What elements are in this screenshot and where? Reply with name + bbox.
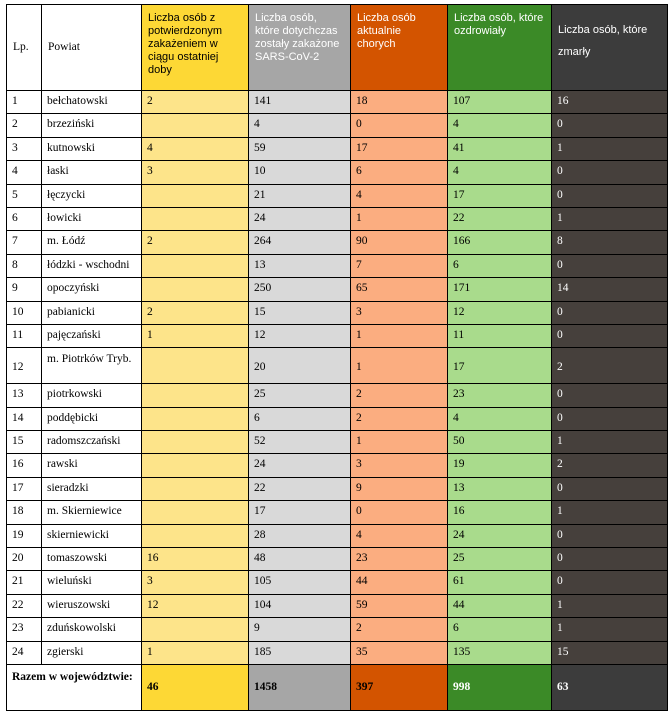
table-row [7,477,668,500]
cell-recovered: 107 [448,91,552,114]
header-row [7,5,668,91]
table-row [7,231,668,254]
cell-recovered: 13 [448,477,552,500]
cell-new-cases: 1 [142,324,249,347]
cell-powiat: piotrkowski [42,384,142,407]
cell-currently-sick: 2 [351,407,448,430]
table-row [7,524,668,547]
cell-new-cases [142,407,249,430]
cell-currently-sick: 35 [351,641,448,664]
header-deaths [552,5,668,91]
cell-deaths: 1 [552,137,668,160]
cell-recovered: 50 [448,431,552,454]
cell-new-cases [142,501,249,524]
cell-deaths: 1 [552,431,668,454]
cell-powiat: kutnowski [42,137,142,160]
cell-total-cases: 4 [249,114,351,137]
table-row [7,161,668,184]
cell-currently-sick: 2 [351,384,448,407]
cell-lp: 11 [7,324,42,347]
table-row [7,184,668,207]
cell-total-cases: 48 [249,548,351,571]
cell-total-cases: 141 [249,91,351,114]
cell-currently-sick: 0 [351,114,448,137]
cell-deaths: 1 [552,207,668,230]
header-currently-sick: Liczba osób aktualnie chorych [351,5,448,91]
cell-total-cases: 28 [249,524,351,547]
table-row [7,501,668,524]
cell-deaths: 0 [552,114,668,137]
cell-deaths: 1 [552,618,668,641]
cell-powiat: radomszczański [42,431,142,454]
cell-powiat: łaski [42,161,142,184]
cell-deaths: 16 [552,91,668,114]
cell-deaths: 0 [552,301,668,324]
cell-powiat: łęczycki [42,184,142,207]
cell-powiat: wieruszowski [42,594,142,617]
cell-powiat: rawski [42,454,142,477]
cell-recovered: 4 [448,407,552,430]
table-row [7,384,668,407]
cell-powiat: wieluński [42,571,142,594]
table-row [7,348,668,384]
cell-currently-sick: 4 [351,524,448,547]
header-new-cases: Liczba osób z potwierdzonym zakażeniem w ciągu ostatniej doby [142,5,249,91]
header-lp: Lp. [7,5,42,91]
cell-lp: 12 [7,348,42,384]
cell-new-cases: 2 [142,91,249,114]
cell-total-cases: 24 [249,454,351,477]
cell-deaths: 0 [552,384,668,407]
table-row [7,137,668,160]
cell-currently-sick: 0 [351,501,448,524]
cell-total-cases: 105 [249,571,351,594]
cell-new-cases: 1 [142,641,249,664]
cell-powiat: tomaszowski [42,548,142,571]
header-recovered: Liczba osób, które ozdrowiały [448,5,552,91]
cell-deaths: 0 [552,548,668,571]
cell-recovered: 171 [448,278,552,301]
cell-lp: 13 [7,384,42,407]
cell-lp: 3 [7,137,42,160]
cell-recovered: 4 [448,161,552,184]
cell-recovered: 61 [448,571,552,594]
cell-total-cases: 12 [249,324,351,347]
cell-recovered: 12 [448,301,552,324]
cell-lp: 24 [7,641,42,664]
cell-new-cases [142,618,249,641]
cell-lp: 4 [7,161,42,184]
cell-currently-sick: 3 [351,454,448,477]
cell-currently-sick: 59 [351,594,448,617]
cell-powiat: pajęczański [42,324,142,347]
totals-row [7,664,668,710]
cell-lp: 23 [7,618,42,641]
header-powiat: Powiat [42,5,142,91]
cell-lp: 9 [7,278,42,301]
cell-recovered: 4 [448,114,552,137]
cell-new-cases: 16 [142,548,249,571]
cell-lp: 1 [7,91,42,114]
cell-currently-sick: 2 [351,618,448,641]
table-body [7,91,668,665]
cell-recovered: 25 [448,548,552,571]
cell-currently-sick: 6 [351,161,448,184]
table-row [7,594,668,617]
cell-recovered: 166 [448,231,552,254]
cell-total-cases: 15 [249,301,351,324]
cell-powiat: bełchatowski [42,91,142,114]
cell-powiat: m. Piotrków Tryb. [42,348,142,384]
cell-recovered: 17 [448,184,552,207]
totals-deaths: 63 [552,664,668,710]
cell-total-cases: 104 [249,594,351,617]
cell-new-cases [142,348,249,384]
cell-total-cases: 250 [249,278,351,301]
cell-currently-sick: 17 [351,137,448,160]
cell-recovered: 41 [448,137,552,160]
cell-powiat: opoczyński [42,278,142,301]
cell-total-cases: 9 [249,618,351,641]
covid-table-container [6,4,668,711]
cell-lp: 15 [7,431,42,454]
cell-lp: 20 [7,548,42,571]
header-deaths-label: Liczba osób, które zmarły [558,24,648,58]
cell-new-cases [142,524,249,547]
cell-deaths: 8 [552,231,668,254]
cell-currently-sick: 3 [351,301,448,324]
cell-recovered: 6 [448,618,552,641]
cell-deaths: 0 [552,184,668,207]
cell-powiat: zgierski [42,641,142,664]
cell-total-cases: 185 [249,641,351,664]
cell-total-cases: 264 [249,231,351,254]
cell-lp: 14 [7,407,42,430]
cell-recovered: 22 [448,207,552,230]
cell-powiat: brzeziński [42,114,142,137]
cell-currently-sick: 1 [351,207,448,230]
table-row [7,114,668,137]
cell-powiat: skierniewicki [42,524,142,547]
cell-powiat: m. Łódź [42,231,142,254]
covid-statistics-table [6,4,668,711]
cell-powiat: sieradzki [42,477,142,500]
totals-currently-sick: 397 [351,664,448,710]
table-row [7,548,668,571]
cell-new-cases: 12 [142,594,249,617]
table-row [7,618,668,641]
cell-powiat: łowicki [42,207,142,230]
table-row [7,324,668,347]
cell-currently-sick: 44 [351,571,448,594]
cell-deaths: 0 [552,407,668,430]
cell-recovered: 6 [448,254,552,277]
cell-currently-sick: 18 [351,91,448,114]
table-row [7,641,668,664]
cell-deaths: 1 [552,594,668,617]
cell-new-cases [142,207,249,230]
cell-lp: 5 [7,184,42,207]
cell-new-cases: 3 [142,571,249,594]
cell-total-cases: 17 [249,501,351,524]
cell-new-cases [142,454,249,477]
table-row [7,91,668,114]
cell-total-cases: 24 [249,207,351,230]
table-row [7,431,668,454]
cell-lp: 19 [7,524,42,547]
cell-total-cases: 10 [249,161,351,184]
cell-recovered: 16 [448,501,552,524]
totals-new-cases: 46 [142,664,249,710]
cell-new-cases: 2 [142,231,249,254]
cell-new-cases [142,477,249,500]
cell-powiat: zduńskowolski [42,618,142,641]
cell-recovered: 24 [448,524,552,547]
cell-total-cases: 21 [249,184,351,207]
cell-new-cases [142,254,249,277]
cell-lp: 10 [7,301,42,324]
cell-currently-sick: 90 [351,231,448,254]
table-row [7,278,668,301]
table-row [7,571,668,594]
cell-lp: 22 [7,594,42,617]
cell-total-cases: 20 [249,348,351,384]
cell-lp: 7 [7,231,42,254]
cell-currently-sick: 7 [351,254,448,277]
cell-currently-sick: 4 [351,184,448,207]
totals-recovered: 998 [448,664,552,710]
cell-currently-sick: 1 [351,324,448,347]
header-total-cases: Liczba osób, które dotychczas zostały zakażone SARS-CoV-2 [249,5,351,91]
cell-total-cases: 22 [249,477,351,500]
cell-lp: 6 [7,207,42,230]
cell-powiat: poddębicki [42,407,142,430]
cell-new-cases [142,278,249,301]
cell-deaths: 2 [552,454,668,477]
cell-powiat: m. Skierniewice [42,501,142,524]
cell-deaths: 0 [552,324,668,347]
cell-total-cases: 13 [249,254,351,277]
cell-total-cases: 6 [249,407,351,430]
totals-total-cases: 1458 [249,664,351,710]
cell-deaths: 2 [552,348,668,384]
cell-recovered: 135 [448,641,552,664]
cell-deaths: 0 [552,477,668,500]
cell-total-cases: 52 [249,431,351,454]
table-row [7,407,668,430]
cell-lp: 2 [7,114,42,137]
cell-new-cases: 4 [142,137,249,160]
cell-currently-sick: 23 [351,548,448,571]
table-row [7,254,668,277]
totals-label: Razem w województwie: [7,664,142,710]
cell-recovered: 23 [448,384,552,407]
cell-lp: 18 [7,501,42,524]
cell-lp: 21 [7,571,42,594]
cell-new-cases [142,184,249,207]
table-row [7,301,668,324]
cell-lp: 16 [7,454,42,477]
cell-new-cases [142,431,249,454]
table-row [7,454,668,477]
cell-deaths: 0 [552,161,668,184]
cell-deaths: 14 [552,278,668,301]
cell-deaths: 0 [552,571,668,594]
cell-powiat: pabianicki [42,301,142,324]
cell-new-cases [142,114,249,137]
cell-total-cases: 59 [249,137,351,160]
cell-new-cases: 2 [142,301,249,324]
cell-currently-sick: 1 [351,431,448,454]
cell-currently-sick: 1 [351,348,448,384]
cell-recovered: 17 [448,348,552,384]
cell-new-cases [142,384,249,407]
cell-deaths: 15 [552,641,668,664]
cell-deaths: 0 [552,524,668,547]
cell-currently-sick: 9 [351,477,448,500]
cell-recovered: 11 [448,324,552,347]
cell-powiat: łódzki - wschodni [42,254,142,277]
cell-currently-sick: 65 [351,278,448,301]
cell-recovered: 19 [448,454,552,477]
cell-deaths: 1 [552,501,668,524]
table-row [7,207,668,230]
cell-lp: 8 [7,254,42,277]
cell-deaths: 0 [552,254,668,277]
cell-total-cases: 25 [249,384,351,407]
cell-lp: 17 [7,477,42,500]
cell-new-cases: 3 [142,161,249,184]
cell-recovered: 44 [448,594,552,617]
